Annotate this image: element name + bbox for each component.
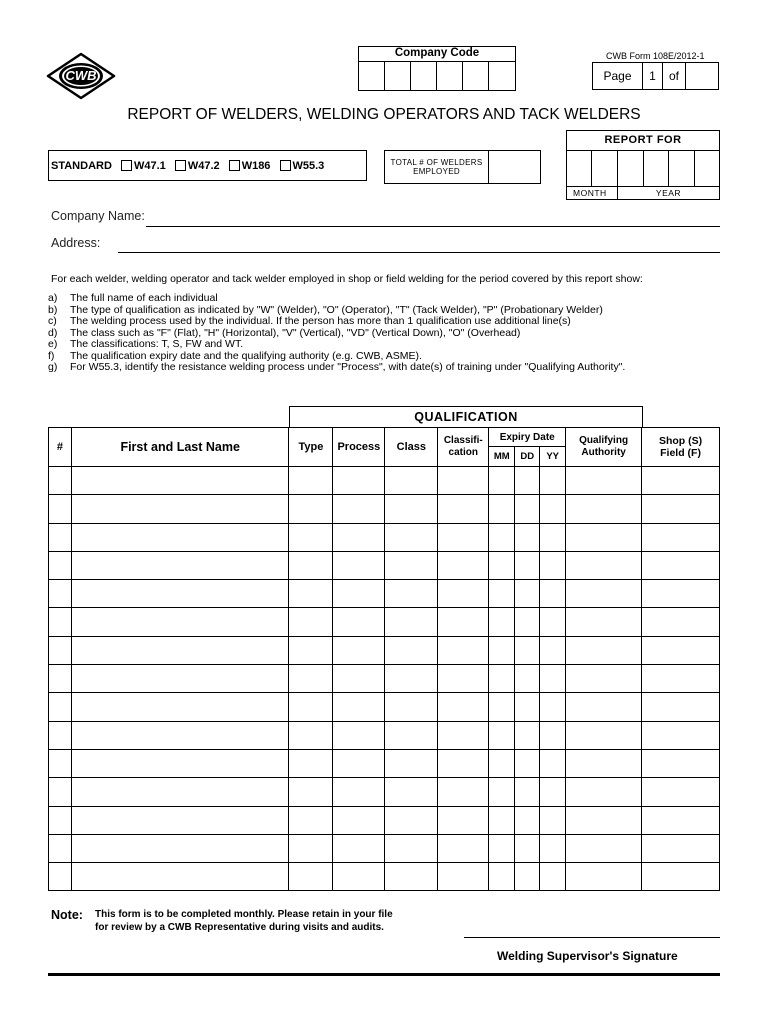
name-cell[interactable]	[71, 467, 289, 495]
instruction-item: a) The full name of each individual	[48, 292, 218, 304]
company-name-label: Company Name:	[51, 209, 145, 223]
welders-table	[48, 427, 720, 891]
table-row	[49, 834, 720, 862]
bottom-rule	[48, 973, 720, 976]
type-cell[interactable]	[289, 495, 333, 523]
mm-cell[interactable]	[489, 467, 515, 495]
type-cell[interactable]	[289, 636, 333, 664]
classification-cell[interactable]	[438, 523, 489, 551]
authority-cell[interactable]	[566, 806, 642, 834]
dd-cell[interactable]	[515, 721, 540, 749]
header-shop-field: Shop (S) Field (F)	[642, 428, 720, 467]
table-row	[49, 551, 720, 579]
note-label: Note:	[51, 908, 83, 922]
company-code-label: Company Code	[359, 47, 515, 62]
name-cell[interactable]	[71, 551, 289, 579]
process-cell[interactable]	[333, 467, 385, 495]
process-cell[interactable]	[333, 523, 385, 551]
class-cell[interactable]	[385, 636, 438, 664]
process-cell[interactable]	[333, 551, 385, 579]
class-cell[interactable]	[385, 863, 438, 891]
authority-cell[interactable]	[566, 834, 642, 862]
row-num-cell[interactable]	[49, 495, 72, 523]
header-num: #	[49, 428, 72, 467]
instruction-item: f) The qualification expiry date and the qualifying authority (e.g. CWB, ASME).	[48, 349, 422, 362]
classification-cell[interactable]	[438, 834, 489, 862]
dd-cell[interactable]	[515, 863, 540, 891]
authority-cell[interactable]	[566, 636, 642, 664]
yy-cell[interactable]	[540, 636, 566, 664]
shop-field-cell[interactable]	[642, 834, 720, 862]
header-type: Type	[289, 428, 333, 467]
authority-cell[interactable]	[566, 551, 642, 579]
classification-cell[interactable]	[438, 495, 489, 523]
authority-cell[interactable]	[566, 608, 642, 636]
dd-cell[interactable]	[515, 636, 540, 664]
authority-cell[interactable]	[566, 523, 642, 551]
authority-cell[interactable]	[566, 721, 642, 749]
class-cell[interactable]	[385, 806, 438, 834]
form-id: CWB Form 108E/2012-1	[606, 51, 705, 61]
shop-field-cell[interactable]	[642, 749, 720, 777]
row-num-cell[interactable]	[49, 778, 72, 806]
yy-cell[interactable]	[540, 749, 566, 777]
mm-cell[interactable]	[489, 749, 515, 777]
process-cell[interactable]	[333, 693, 385, 721]
company-code-cell[interactable]	[385, 62, 411, 90]
company-code-cell[interactable]	[489, 62, 515, 90]
name-cell[interactable]	[71, 863, 289, 891]
dd-cell[interactable]	[515, 580, 540, 608]
header-classification: Classifi- cation	[438, 428, 489, 467]
page-box	[592, 62, 719, 90]
yy-cell[interactable]	[540, 551, 566, 579]
note-text: This form is to be completed monthly. Please retain in your file for review by a CWB Representative during visits and audits.	[95, 909, 393, 933]
authority-cell[interactable]	[566, 580, 642, 608]
classification-cell[interactable]	[438, 721, 489, 749]
dd-cell[interactable]	[515, 806, 540, 834]
shop-field-cell[interactable]	[642, 778, 720, 806]
logo-text: CWB	[65, 68, 97, 83]
mm-cell[interactable]	[489, 834, 515, 862]
table-row	[49, 665, 720, 693]
dd-cell[interactable]	[515, 523, 540, 551]
yy-cell[interactable]	[540, 495, 566, 523]
company-code-cell[interactable]	[437, 62, 463, 90]
authority-cell[interactable]	[566, 467, 642, 495]
shop-field-cell[interactable]	[642, 721, 720, 749]
page-of-label: of	[668, 69, 679, 83]
name-cell[interactable]	[71, 834, 289, 862]
authority-cell[interactable]	[566, 495, 642, 523]
table-header	[49, 428, 720, 467]
yy-cell[interactable]	[540, 608, 566, 636]
class-cell[interactable]	[385, 749, 438, 777]
table-row	[49, 721, 720, 749]
authority-cell[interactable]	[566, 665, 642, 693]
page-label: Page	[603, 69, 632, 83]
type-cell[interactable]	[289, 834, 333, 862]
table-row	[49, 580, 720, 608]
mm-cell[interactable]	[489, 721, 515, 749]
class-cell[interactable]	[385, 551, 438, 579]
type-cell[interactable]	[289, 608, 333, 636]
signature-label: Welding Supervisor's Signature	[497, 949, 678, 963]
header-class: Class	[385, 428, 438, 467]
shop-field-cell[interactable]	[642, 495, 720, 523]
table-row	[49, 467, 720, 495]
standard-box: STANDARD W47.1 W47.2 W186 W55.3	[48, 150, 367, 181]
name-cell[interactable]	[71, 721, 289, 749]
process-cell[interactable]	[333, 580, 385, 608]
header-mm: MM	[489, 447, 515, 467]
row-num-cell[interactable]	[49, 721, 72, 749]
process-cell[interactable]	[333, 636, 385, 664]
table-row	[49, 693, 720, 721]
year-cell[interactable]	[618, 151, 644, 186]
mm-cell[interactable]	[489, 636, 515, 664]
address-label: Address:	[51, 236, 101, 250]
row-num-cell[interactable]	[49, 749, 72, 777]
table-row	[49, 523, 720, 551]
process-cell[interactable]	[333, 834, 385, 862]
class-cell[interactable]	[385, 834, 438, 862]
mm-cell[interactable]	[489, 551, 515, 579]
cwb-logo	[44, 52, 118, 100]
process-cell[interactable]	[333, 608, 385, 636]
name-cell[interactable]	[71, 693, 289, 721]
classification-cell[interactable]	[438, 608, 489, 636]
process-cell[interactable]	[333, 863, 385, 891]
authority-cell[interactable]	[566, 863, 642, 891]
checkbox-w471[interactable]	[121, 160, 132, 171]
class-cell[interactable]	[385, 523, 438, 551]
month-cell[interactable]	[567, 151, 592, 186]
mm-cell[interactable]	[489, 523, 515, 551]
classification-cell[interactable]	[438, 665, 489, 693]
name-cell[interactable]	[71, 665, 289, 693]
page-total-field[interactable]	[686, 63, 718, 89]
type-cell[interactable]	[289, 749, 333, 777]
row-num-cell[interactable]	[49, 608, 72, 636]
dd-cell[interactable]	[515, 495, 540, 523]
shop-field-cell[interactable]	[642, 863, 720, 891]
classification-cell[interactable]	[438, 551, 489, 579]
address-field[interactable]	[118, 252, 720, 253]
dd-cell[interactable]	[515, 778, 540, 806]
company-name-field[interactable]	[146, 226, 720, 227]
name-cell[interactable]	[71, 806, 289, 834]
type-cell[interactable]	[289, 863, 333, 891]
company-code-cell[interactable]	[463, 62, 489, 90]
row-num-cell[interactable]	[49, 665, 72, 693]
instruction-item: c) The welding process used by the individual. If the person has more than 1 qualification use additional line(s)	[48, 315, 571, 327]
year-cell[interactable]	[695, 151, 719, 186]
process-cell[interactable]	[333, 778, 385, 806]
class-cell[interactable]	[385, 693, 438, 721]
mm-cell[interactable]	[489, 665, 515, 693]
name-cell[interactable]	[71, 523, 289, 551]
shop-field-cell[interactable]	[642, 551, 720, 579]
process-cell[interactable]	[333, 495, 385, 523]
mm-cell[interactable]	[489, 778, 515, 806]
year-cell[interactable]	[644, 151, 669, 186]
header-authority: Qualifying Authority	[566, 428, 642, 467]
name-cell[interactable]	[71, 495, 289, 523]
yy-cell[interactable]	[540, 523, 566, 551]
instruction-item: d) The class such as "F" (Flat), "H" (Horizontal), "V" (Vertical), "VD" (Vertical Down), "O" (Overhead)	[48, 326, 521, 339]
process-cell[interactable]	[333, 749, 385, 777]
signature-field[interactable]	[464, 937, 720, 938]
type-cell[interactable]	[289, 665, 333, 693]
row-num-cell[interactable]	[49, 467, 72, 495]
header-dd: DD	[515, 447, 540, 467]
mm-cell[interactable]	[489, 806, 515, 834]
dd-cell[interactable]	[515, 467, 540, 495]
type-cell[interactable]	[289, 523, 333, 551]
report-for-box	[566, 130, 720, 200]
classification-cell[interactable]	[438, 863, 489, 891]
type-cell[interactable]	[289, 778, 333, 806]
name-cell[interactable]	[71, 580, 289, 608]
instruction-item: b) The type of qualification as indicated by "W" (Welder), "O" (Operator), "T" (Tack Welder), "P" (Probationary Welder)	[48, 303, 603, 316]
name-cell[interactable]	[71, 749, 289, 777]
classification-cell[interactable]	[438, 778, 489, 806]
row-num-cell[interactable]	[49, 551, 72, 579]
report-for-label: REPORT FOR	[567, 131, 719, 151]
authority-cell[interactable]	[566, 749, 642, 777]
dd-cell[interactable]	[515, 551, 540, 579]
month-cell[interactable]	[592, 151, 618, 186]
yy-cell[interactable]	[540, 778, 566, 806]
shop-field-cell[interactable]	[642, 806, 720, 834]
row-num-cell[interactable]	[49, 693, 72, 721]
row-num-cell[interactable]	[49, 806, 72, 834]
class-cell[interactable]	[385, 467, 438, 495]
yy-cell[interactable]	[540, 693, 566, 721]
shop-field-cell[interactable]	[642, 608, 720, 636]
class-cell[interactable]	[385, 778, 438, 806]
process-cell[interactable]	[333, 721, 385, 749]
header-process: Process	[333, 428, 385, 467]
shop-field-cell[interactable]	[642, 636, 720, 664]
yy-cell[interactable]	[540, 580, 566, 608]
checkbox-w472[interactable]	[175, 160, 186, 171]
name-cell[interactable]	[71, 778, 289, 806]
total-welders-label-1: TOTAL # OF WELDERS	[390, 158, 483, 167]
mm-cell[interactable]	[489, 863, 515, 891]
type-cell[interactable]	[289, 721, 333, 749]
classification-cell[interactable]	[438, 749, 489, 777]
company-code-box	[358, 46, 516, 91]
mm-cell[interactable]	[489, 580, 515, 608]
table-row	[49, 636, 720, 664]
name-cell[interactable]	[71, 636, 289, 664]
classification-cell[interactable]	[438, 806, 489, 834]
mm-cell[interactable]	[489, 608, 515, 636]
standard-label: STANDARD	[51, 160, 112, 172]
classification-cell[interactable]	[438, 467, 489, 495]
company-code-cell[interactable]	[411, 62, 437, 90]
dd-cell[interactable]	[515, 608, 540, 636]
total-welders-label-2: EMPLOYED	[413, 167, 460, 176]
mm-cell[interactable]	[489, 693, 515, 721]
yy-cell[interactable]	[540, 665, 566, 693]
mm-cell[interactable]	[489, 495, 515, 523]
table-row	[49, 749, 720, 777]
qualification-header: QUALIFICATION	[289, 406, 643, 428]
instructions-intro: For each welder, welding operator and tack welder employed in shop or field welding for the period covered by this report show:	[51, 273, 643, 285]
name-cell[interactable]	[71, 608, 289, 636]
total-welders-field[interactable]	[489, 151, 540, 183]
class-cell[interactable]	[385, 580, 438, 608]
form-title: REPORT OF WELDERS, WELDING OPERATORS AND TACK WELDERS	[127, 106, 641, 123]
row-num-cell[interactable]	[49, 636, 72, 664]
total-welders-box	[384, 150, 541, 184]
table-row	[49, 495, 720, 523]
table-row	[49, 778, 720, 806]
dd-cell[interactable]	[515, 665, 540, 693]
year-label: YEAR	[655, 188, 682, 198]
yy-cell[interactable]	[540, 834, 566, 862]
authority-cell[interactable]	[566, 778, 642, 806]
header-expiry: Expiry Date	[489, 428, 566, 447]
yy-cell[interactable]	[540, 467, 566, 495]
shop-field-cell[interactable]	[642, 693, 720, 721]
dd-cell[interactable]	[515, 693, 540, 721]
company-code-cell[interactable]	[359, 62, 385, 90]
row-num-cell[interactable]	[49, 523, 72, 551]
type-cell[interactable]	[289, 806, 333, 834]
process-cell[interactable]	[333, 665, 385, 693]
classification-cell[interactable]	[438, 636, 489, 664]
class-cell[interactable]	[385, 665, 438, 693]
instruction-item: e) The classifications: T, S, FW and WT.	[48, 338, 244, 350]
type-cell[interactable]	[289, 693, 333, 721]
yy-cell[interactable]	[540, 721, 566, 749]
class-cell[interactable]	[385, 721, 438, 749]
instruction-item: g) For W55.3, identify the resistance welding process under "Process", with date(s) of training under "Qualifying Authority".	[48, 361, 626, 373]
header-name: First and Last Name	[71, 428, 289, 467]
yy-cell[interactable]	[540, 806, 566, 834]
class-cell[interactable]	[385, 608, 438, 636]
type-cell[interactable]	[289, 467, 333, 495]
type-cell[interactable]	[289, 580, 333, 608]
instructions-list	[48, 293, 738, 374]
classification-cell[interactable]	[438, 693, 489, 721]
header-yy: YY	[540, 447, 566, 467]
authority-cell[interactable]	[566, 693, 642, 721]
row-num-cell[interactable]	[49, 580, 72, 608]
dd-cell[interactable]	[515, 834, 540, 862]
shop-field-cell[interactable]	[642, 580, 720, 608]
checkbox-w186[interactable]	[229, 160, 240, 171]
month-label: MONTH	[573, 188, 607, 198]
shop-field-cell[interactable]	[642, 665, 720, 693]
checkbox-w553[interactable]	[280, 160, 291, 171]
page-number: 1	[649, 69, 656, 83]
row-num-cell[interactable]	[49, 834, 72, 862]
row-num-cell[interactable]	[49, 863, 72, 891]
shop-field-cell[interactable]	[642, 467, 720, 495]
table-row	[49, 806, 720, 834]
process-cell[interactable]	[333, 806, 385, 834]
table-body	[49, 467, 720, 891]
dd-cell[interactable]	[515, 749, 540, 777]
table-row	[49, 608, 720, 636]
year-cell[interactable]	[669, 151, 695, 186]
table-row	[49, 863, 720, 891]
classification-cell[interactable]	[438, 580, 489, 608]
type-cell[interactable]	[289, 551, 333, 579]
shop-field-cell[interactable]	[642, 523, 720, 551]
yy-cell[interactable]	[540, 863, 566, 891]
class-cell[interactable]	[385, 495, 438, 523]
